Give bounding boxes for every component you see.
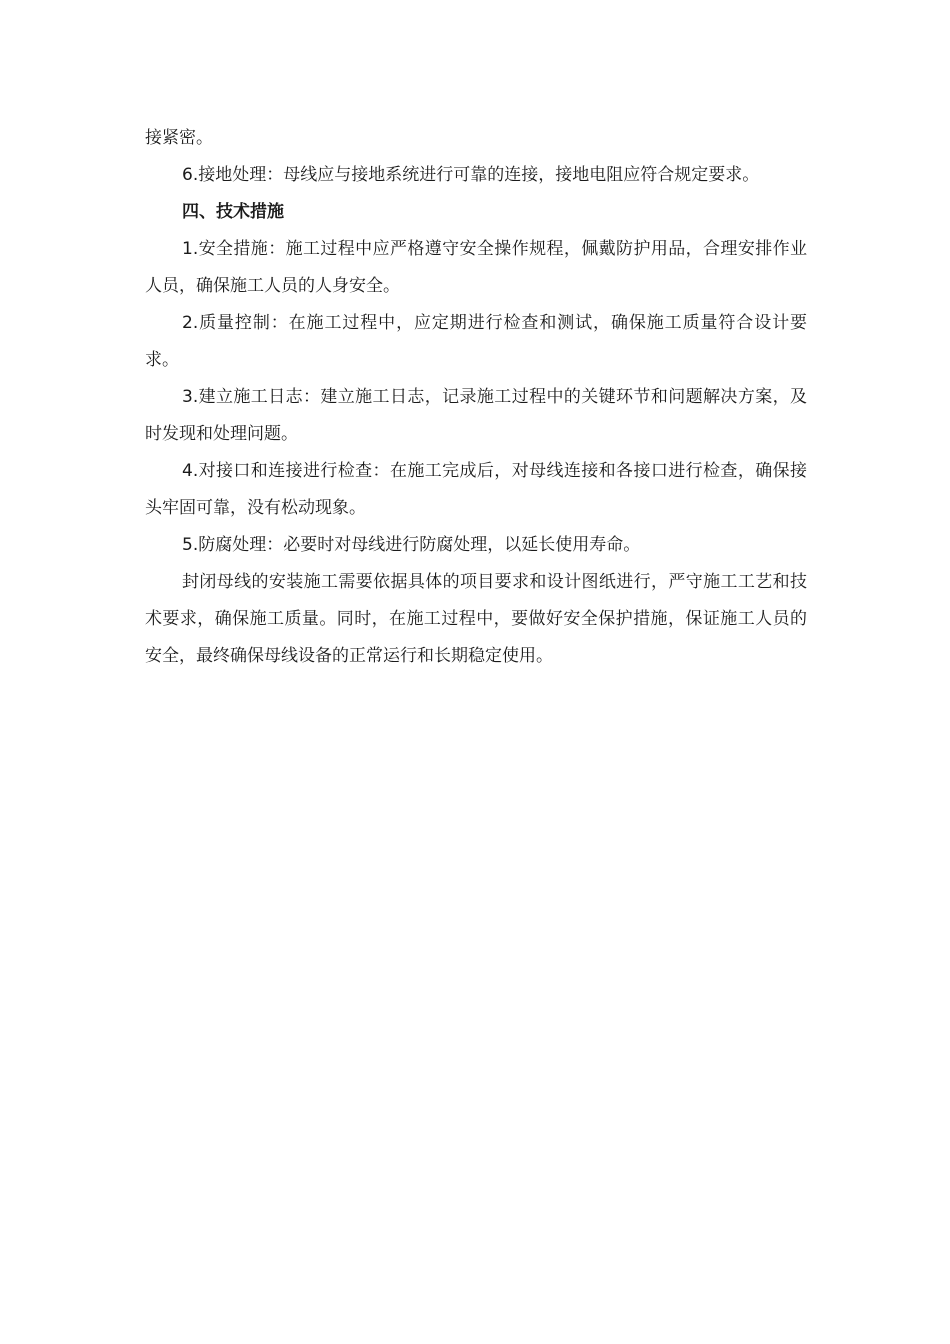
paragraph-interface-inspection: 4.对接口和连接进行检查：在施工完成后，对母线连接和各接口进行检查，确保接头牢固可靠，没有松动现象。 [145,461,807,518]
paragraph-anticorrosion: 5.防腐处理：必要时对母线进行防腐处理，以延长使用寿命。 [182,535,641,555]
paragraph-grounding: 6.接地处理：母线应与接地系统进行可靠的连接，接地电阻应符合规定要求。 [182,165,760,185]
document-body [145,120,807,675]
paragraph-safety-measures: 1.安全措施：施工过程中应严格遵守安全操作规程，佩戴防护用品，合理安排作业人员，确保施工人员的人身安全。 [145,239,807,296]
paragraph-conclusion: 封闭母线的安装施工需要依据具体的项目要求和设计图纸进行，严守施工工艺和技术要求，确保施工质量。同时，在施工过程中，要做好安全保护措施，保证施工人员的安全，最终确保母线设备的正常运行和长期稳定使用。 [145,572,807,666]
paragraph-continuation: 接紧密。 [145,128,213,148]
paragraph-quality-control: 2.质量控制：在施工过程中，应定期进行检查和测试，确保施工质量符合设计要求。 [145,313,807,370]
section-heading-technical-measures: 四、技术措施 [182,202,284,222]
paragraph-construction-log: 3.建立施工日志：建立施工日志，记录施工过程中的关键环节和问题解决方案，及时发现和处理问题。 [145,387,807,444]
